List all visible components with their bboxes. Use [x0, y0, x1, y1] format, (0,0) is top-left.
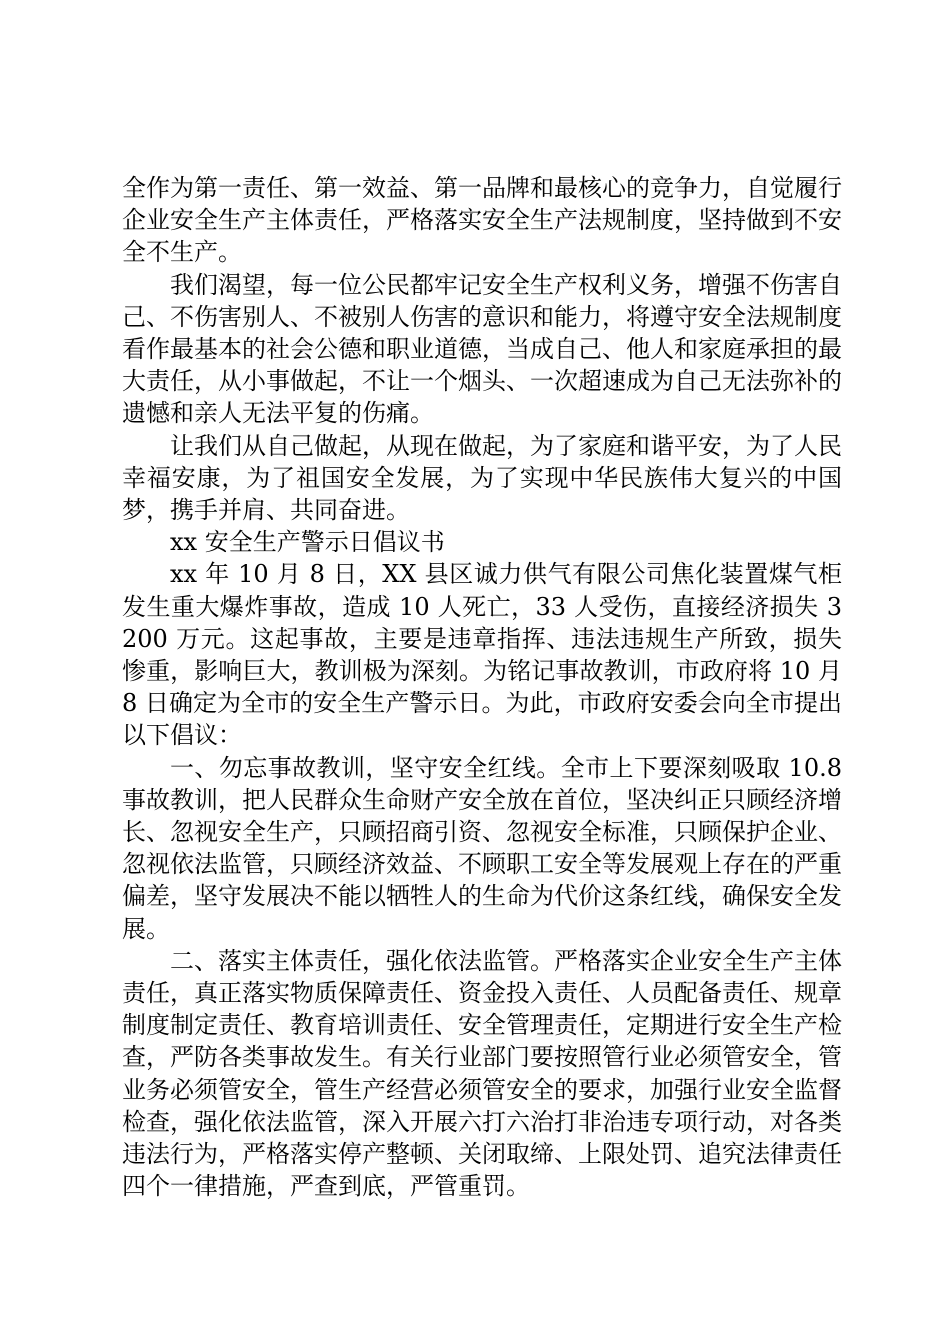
paragraph-proposal-1: 一、勿忘事故教训，坚守安全红线。全市上下要深刻吸取 10.8 事故教训，把人民群众生命财产安全放在首位，坚决纠正只顾经济增长、忽视安全生产，只顾招商引资、忽视安全标准，只顾保护企业、忽视依法监管，只顾经济效益、不顾职工安全等发展观上存在的严重偏差，坚守发展决不能以牺牲人的生命为代价这条红线，确保安全发展。 — [122, 753, 842, 943]
paragraph-accident-summary: xx 年 10 月 8 日，XX 县区诚力供气有限公司焦化装置煤气柜发生重大爆炸事故，造成 10 人死亡，33 人受伤，直接经济损失 3200 万元。这起事故，主要是违章指挥、违法违规生产所致，损失惨重，影响巨大，教训极为深刻。为铭记事故教训，市政府将 10 月 8 日确定为全市的安全生产警示日。为此，市政府安委会向全市提出以下倡议： — [122, 560, 842, 750]
paragraph-proposal-2: 二、落实主体责任，强化依法监管。严格落实企业安全生产主体责任，真正落实物质保障责任、资金投入责任、人员配备责任、规章制度制定责任、教育培训责任、安全管理责任，定期进行安全生产检查，严防各类事故发生。有关行业部门要按照管行业必须管安全，管业务必须管安全，管生产经营必须管安全的要求，加强行业安全监督检查，强化依法监管，深入开展六打六治打非治违专项行动，对各类违法行为，严格落实停产整顿、关闭取缔、上限处罚、追究法律责任四个一律措施，严查到底，严管重罚。 — [122, 946, 842, 1201]
paragraph-closing-call: 让我们从自己做起，从现在做起，为了家庭和谐平安，为了人民幸福安康，为了祖国安全发展，为了实现中华民族伟大复兴的中国梦，携手并肩、共同奋进。 — [122, 431, 842, 525]
paragraph-continuation: 全作为第一责任、第一效益、第一品牌和最核心的竞争力，自觉履行企业安全生产主体责任，严格落实安全生产法规制度，坚持做到不安全不生产。 — [122, 174, 842, 267]
paragraph-public-appeal: 我们渴望，每一位公民都牢记安全生产权利义务，增强不伤害自己、不伤害别人、不被别人伤害的意识和能力，将遵守安全法规制度看作最基本的社会公德和职业道德，当成自己、他人和家庭承担的最大责任，从小事做起，不让一个烟头、一次超速成为自己无法弥补的遗憾和亲人无法平复的伤痛。 — [122, 270, 842, 428]
document-body — [122, 172, 842, 1203]
section-title: xx 安全生产警示日倡议书 — [170, 528, 445, 557]
